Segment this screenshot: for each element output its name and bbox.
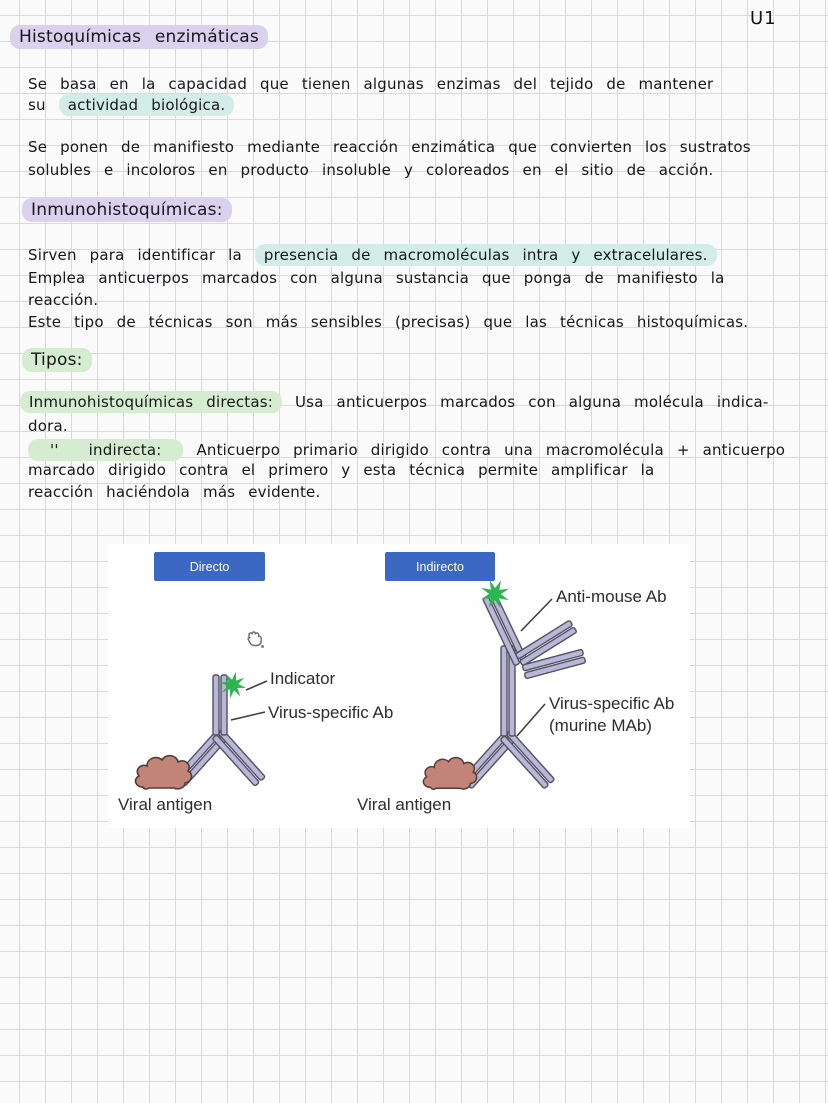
virus-specific-ab-label: Virus-specific Ab: [268, 703, 394, 722]
unit-label: U1: [750, 8, 777, 29]
virus-specific-murine-label: [549, 693, 674, 737]
indirecto-button[interactable]: Indirecto: [385, 552, 495, 581]
anti-mouse-ab-label: Anti-mouse Ab: [556, 587, 667, 606]
directo-button[interactable]: Directo: [154, 552, 265, 581]
virus-specific-pointer-line: [231, 712, 265, 720]
note-line: Se ponen de manifiesto mediante reacción enzimática que convierten los sustratos: [28, 138, 751, 156]
note-text: Usa anticuerpos marcados con alguna molécula indica-: [295, 393, 769, 411]
note-line: reacción haciéndola más evidente.: [28, 483, 321, 501]
highlighted-text: Tipos:: [22, 348, 92, 372]
note-title-highlight: Histoquímicas enzimáticas: [10, 25, 268, 49]
label-line: (murine MAb): [549, 716, 652, 735]
label-line: Virus-specific Ab: [549, 694, 675, 713]
diagram-image: [108, 544, 690, 828]
viral-antigen-blob-left: [136, 756, 192, 789]
note-text: Sirven para identificar la: [28, 246, 242, 264]
highlighted-text: presencia de macromoléculas intra y extracelulares.: [255, 244, 717, 266]
viral-antigen-label-right: Viral antigen: [357, 795, 452, 814]
note-line: [20, 393, 769, 411]
ditto-mark: '': [50, 441, 59, 459]
note-title: [10, 27, 268, 47]
note-line: Este tipo de técnicas son más sensibles (precisas) que las técnicas histoquímicas.: [28, 313, 749, 331]
note-heading-inmunohistoquimicas: [22, 200, 232, 220]
highlighted-text: Inmunohistoquímicas directas:: [20, 391, 282, 413]
highlighted-text: Inmunohistoquímicas:: [22, 198, 232, 222]
note-text: indirecta:: [88, 441, 162, 459]
anti-mouse-pointer-line: [521, 599, 552, 631]
note-line: [28, 439, 785, 461]
note-line: marcado dirigido contra el primero y esta técnica permite amplificar la: [28, 461, 655, 479]
note-text: su: [28, 96, 46, 114]
viral-antigen-label-left: Viral antigen: [118, 795, 213, 814]
note-line: reacción.: [28, 291, 99, 309]
highlighted-text: [28, 439, 183, 461]
highlighted-text: actividad biológica.: [59, 94, 235, 116]
note-line: [28, 96, 234, 114]
note-line: dora.: [28, 417, 68, 435]
indicator-label: Indicator: [270, 669, 336, 688]
indicator-pointer-line: [246, 681, 267, 690]
primary-antibody: [461, 646, 554, 789]
note-line: Emplea anticuerpos marcados con alguna sustancia que ponga de manifiesto la: [28, 269, 725, 287]
note-line: Se basa en la capacidad que tienen algunas enzimas del tejido de mantener: [28, 75, 714, 93]
note-heading-tipos: [22, 350, 92, 370]
note-text: Anticuerpo primario dirigido contra una macromolécula + anticuerpo: [196, 441, 786, 459]
note-line: solubles e incoloros en producto insoluble y coloreados en el sitio de acción.: [28, 161, 714, 179]
grab-hand-cursor-icon: [248, 632, 264, 648]
virus-specific-murine-pointer-line: [517, 704, 545, 736]
viral-antigen-blob-right: [423, 758, 476, 790]
note-line: [28, 246, 717, 264]
